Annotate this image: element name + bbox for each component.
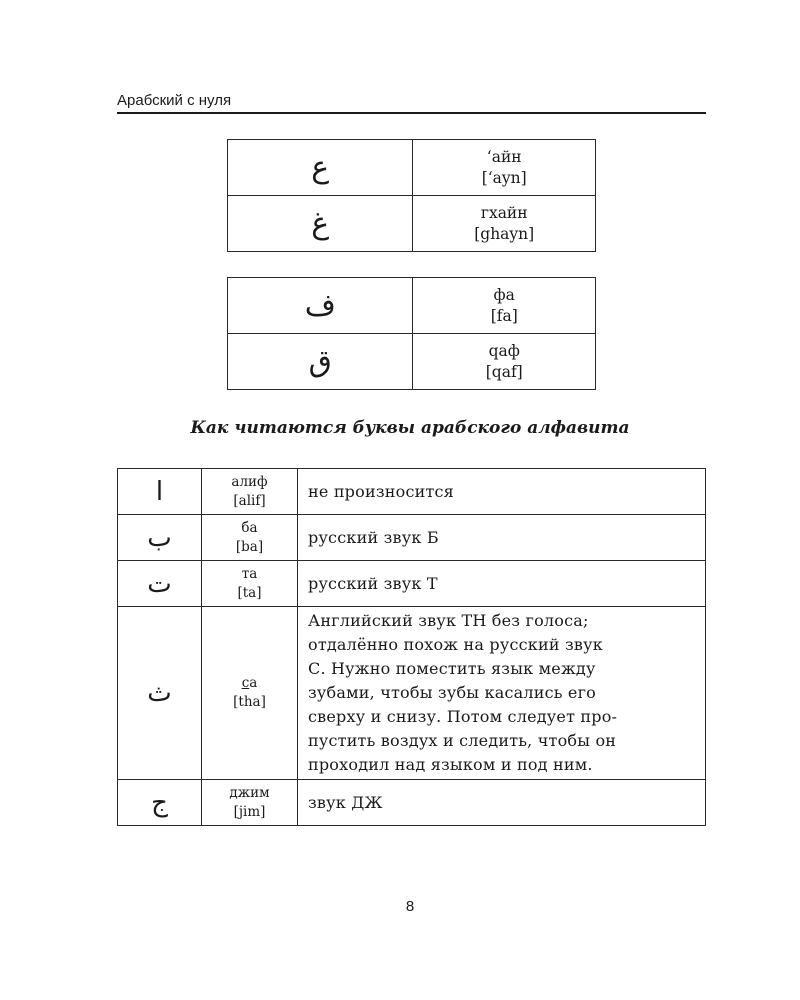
letter-name: джим xyxy=(229,784,270,801)
table-row xyxy=(228,140,596,196)
letter-translit: [ta] xyxy=(237,584,262,601)
table-row xyxy=(118,515,706,561)
letter-name-cell xyxy=(202,780,298,826)
description-line: проходил над языком и под ним. xyxy=(308,755,593,774)
letter-translit: [alif] xyxy=(233,492,266,509)
arabic-letter: ع xyxy=(228,140,413,196)
letter-translit: [tha] xyxy=(233,694,266,710)
arabic-letter: ث xyxy=(118,607,202,780)
letter-translit: [qaf] xyxy=(485,362,523,381)
letter-translit: [fa] xyxy=(490,306,518,325)
header-rule xyxy=(117,112,706,114)
arabic-letter: ب xyxy=(118,515,202,561)
letter-name-cell xyxy=(413,196,596,252)
pronunciation-description: звук ДЖ xyxy=(298,780,706,826)
letter-name xyxy=(202,674,297,693)
table-row xyxy=(228,278,596,334)
arabic-letter: ا xyxy=(118,469,202,515)
description-line: С. Нужно поместить язык между xyxy=(308,659,596,678)
letter-name-cell xyxy=(413,140,596,196)
letter-name-cell xyxy=(202,515,298,561)
table-row xyxy=(118,780,706,826)
letter-translit: [‘ayn] xyxy=(481,168,527,187)
table-row xyxy=(228,196,596,252)
letter-translit: [jim] xyxy=(233,803,266,820)
arabic-letter: ج xyxy=(118,780,202,826)
arabic-letter: ت xyxy=(118,561,202,607)
arabic-letter: ق xyxy=(228,334,413,390)
description-line: зубами, чтобы зубы касались его xyxy=(308,683,597,702)
pronunciation-description: русский звук Б xyxy=(298,515,706,561)
running-title: Арабский с нуля xyxy=(117,92,232,109)
letter-name: алиф xyxy=(231,473,268,490)
letter-name-cell xyxy=(202,607,298,780)
pronunciation-description xyxy=(298,607,706,780)
letter-table-1 xyxy=(227,139,596,252)
letter-translit: [ba] xyxy=(235,538,264,555)
letter-name-cell xyxy=(413,334,596,390)
letter-name: ба xyxy=(241,519,258,536)
arabic-letter: غ xyxy=(228,196,413,252)
letter-name: та xyxy=(241,565,258,582)
letter-name: фа xyxy=(493,285,515,304)
letter-name-cell xyxy=(202,469,298,515)
description-line: отдалённо похож на русский звук xyxy=(308,635,603,654)
arabic-letter: ف xyxy=(228,278,413,334)
pronunciation-description: русский звук Т xyxy=(298,561,706,607)
letter-name: qaф xyxy=(488,341,520,360)
letter-name: ‘айн xyxy=(486,147,522,166)
description-line: сверху и снизу. Потом следует про- xyxy=(308,707,618,726)
description-line: Английский звук ТН без голоса; xyxy=(308,611,589,630)
letter-name: гхайн xyxy=(480,203,528,222)
description-line: пустить воздух и следить, чтобы он xyxy=(308,731,617,750)
table-row xyxy=(118,469,706,515)
section-title: Как читаются буквы арабского алфавита xyxy=(190,418,630,438)
letter-table-2 xyxy=(227,277,596,390)
letter-name-underlined: с xyxy=(241,675,250,691)
letter-translit: [ghayn] xyxy=(474,224,535,243)
letter-name-cell xyxy=(202,561,298,607)
alphabet-table xyxy=(117,468,706,826)
letter-name-rest: а xyxy=(249,675,258,691)
table-row xyxy=(228,334,596,390)
table-row xyxy=(118,561,706,607)
page-number: 8 xyxy=(405,898,415,915)
letter-name-cell xyxy=(413,278,596,334)
table-row xyxy=(118,607,706,780)
pronunciation-description: не произносится xyxy=(298,469,706,515)
